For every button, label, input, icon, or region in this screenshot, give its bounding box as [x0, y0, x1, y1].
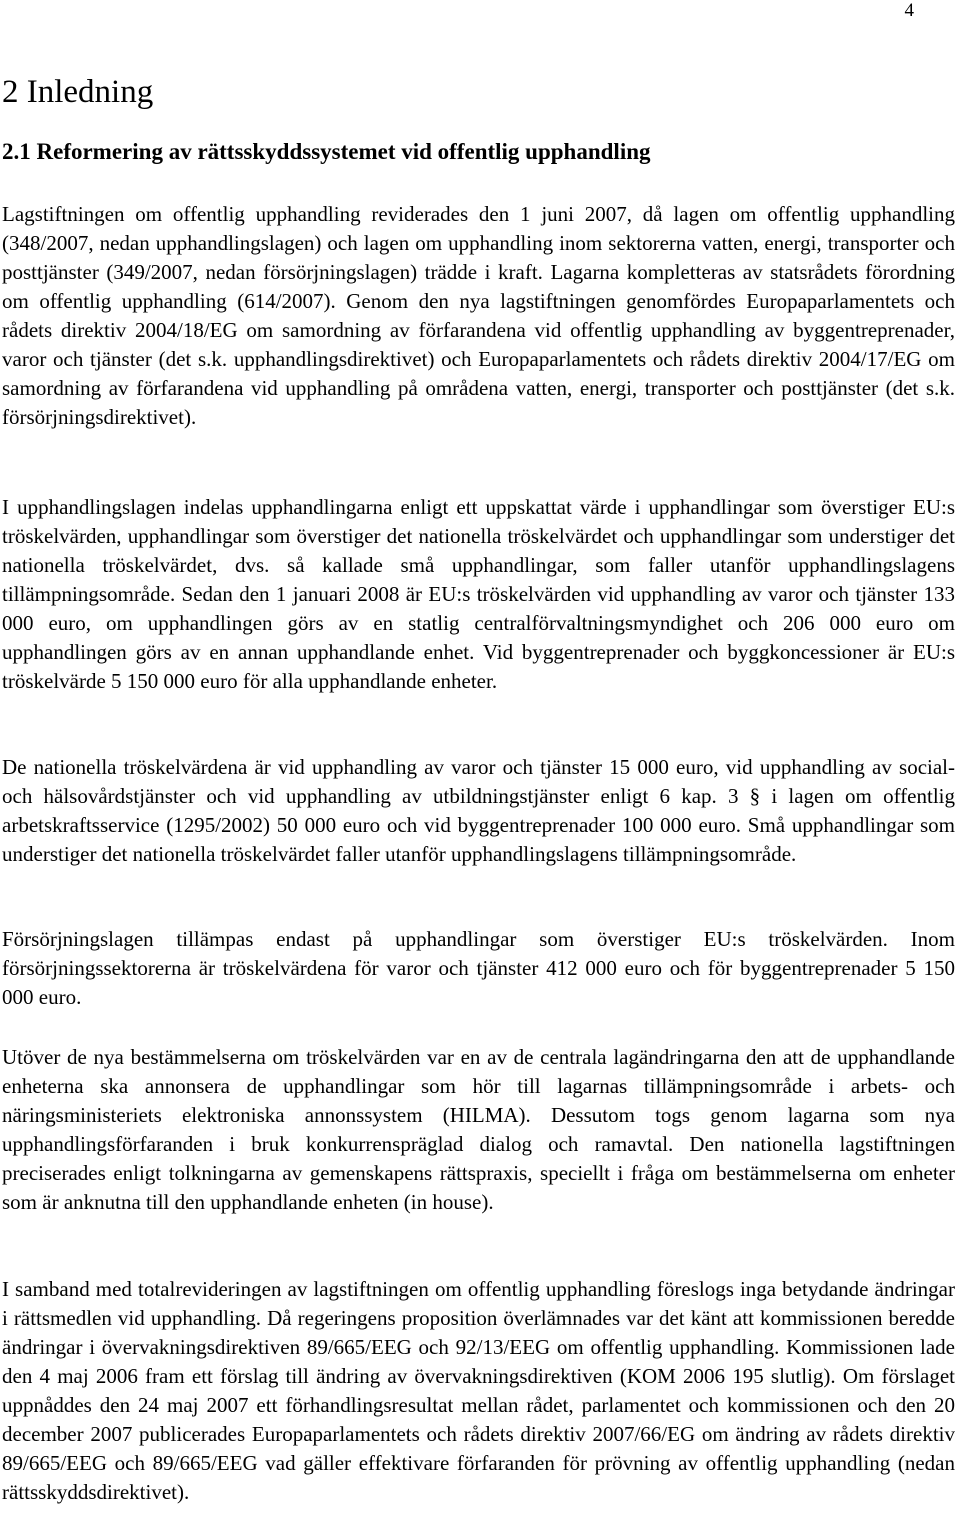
chapter-title: 2 Inledning: [2, 74, 154, 110]
paragraph-national-thresholds: De nationella tröskelvärdena är vid upphandling av varor och tjänster 15 000 euro, vid upphandling av social- och hälsovårdstjänster och vid upphandling av utbildningstjänster enligt 6 kap. 3 § i lagen om offentlig arbetskraftsservice (1295/2002) 50 000 euro och vid byggentreprenader 100 000 euro. Små upphandlingar som understiger det nationella tröskelvärdet faller utanför upphandlingslagens tillämpningsområde.: [2, 755, 955, 866]
paragraph-legislation-revision: Lagstiftningen om offentlig upphandling reviderades den 1 juni 2007, då lagen om offentlig upphandling (348/2007, nedan upphandlingslagen) och lagen om upphandling inom sektorerna vatten, energi, transporter och posttjänster (349/2007, nedan försörjningslagen) trädde i kraft. Lagarna kompletteras av statsrådets förordning om offentlig upphandling (614/2007). Genom den nya lagstiftningen genomfördes Europaparlamentets och rådets direktiv 2004/18/EG om samordning av förfarandena vid offentlig upphandling av byggentreprenader, varor och tjänster (det s.k. upphandlingsdirektivet) och Europaparlamentets och rådets direktiv 2004/17/EG om samordning av förfarandena vid upphandling på områdena vatten, energi, transporter och posttjänster (det s.k. försörjningsdirektivet).: [2, 202, 955, 429]
section-title: 2.1 Reformering av rättsskyddssystemet vid offentlig upphandling: [2, 139, 651, 164]
page-number: 4: [904, 0, 914, 21]
paragraph-central-amendments: Utöver de nya bestämmelserna om tröskelvärden var en av de centrala lagändringarna den att de upphandlande enheterna ska annonsera de upphandlingar som hör till lagarnas tillämpningsområde i arbets- och näringsministeriets elektroniska annonssystem (HILMA). Dessutom togs genom lagarna som nya upphandlingsförfaranden i bruk konkurrenspräglad dialog och ramavtal. Den nationella lagstiftningen preciserades enligt tolkningarna av gemenskapens rättspraxis, speciellt i fråga om bestämmelserna om enheter som är anknutna till den upphandlande enheten (in house).: [2, 1045, 955, 1214]
paragraph-supply-law: Försörjningslagen tillämpas endast på upphandlingar som överstiger EU:s tröskelvärden. Inom försörjningssektorerna är tröskelvärdena för varor och tjänster 412 000 euro och för byggentreprenader 5 150 000 euro.: [2, 927, 955, 1009]
paragraph-eu-thresholds: I upphandlingslagen indelas upphandlingarna enligt ett uppskattat värde i upphandlingar som överstiger EU:s tröskelvärden, upphandlingar som överstiger det nationella tröskelvärdet och upphandlingar som understiger det nationella tröskelvärdet, dvs. så kallade små upphandlingar, som faller utanför upphandlingslagens tillämpningsområde. Sedan den 1 januari 2008 är EU:s tröskelvärden vid upphandling av varor och tjänster 133 000 euro, om upphandlingen görs av en statlig centralförvaltningsmyndighet och 206 000 euro om upphandlingen görs av en annan upphandlande enhet. Vid byggentreprenader och byggkoncessioner är EU:s tröskelvärde 5 150 000 euro för alla upphandlande enheter.: [2, 495, 955, 693]
paragraph-legal-remedies: I samband med totalrevideringen av lagstiftningen om offentlig upphandling föreslogs inga betydande ändringar i rättsmedlen vid upphandling. Då regeringens proposition överlämnades var det känt att kommissionen beredde ändringar i övervakningsdirektiven 89/665/EEG och 92/13/EEG om offentlig upphandling. Kommissionen lade den 4 maj 2006 fram ett förslag till ändring av övervakningsdirektiven (KOM 2006 195 slutlig). Om förslaget uppnåddes den 24 maj 2007 ett förhandlingsresultat mellan rådet, parlamentet och kommissionen och den 20 december 2007 publicerades Europaparlamentets och rådets direktiv 2007/66/EG om ändring av rådets direktiv 89/665/EEG och 89/665/EEG vad gäller effektivare förfaranden för prövning av offentlig upphandling (nedan rättsskyddsdirektivet).: [2, 1277, 955, 1504]
